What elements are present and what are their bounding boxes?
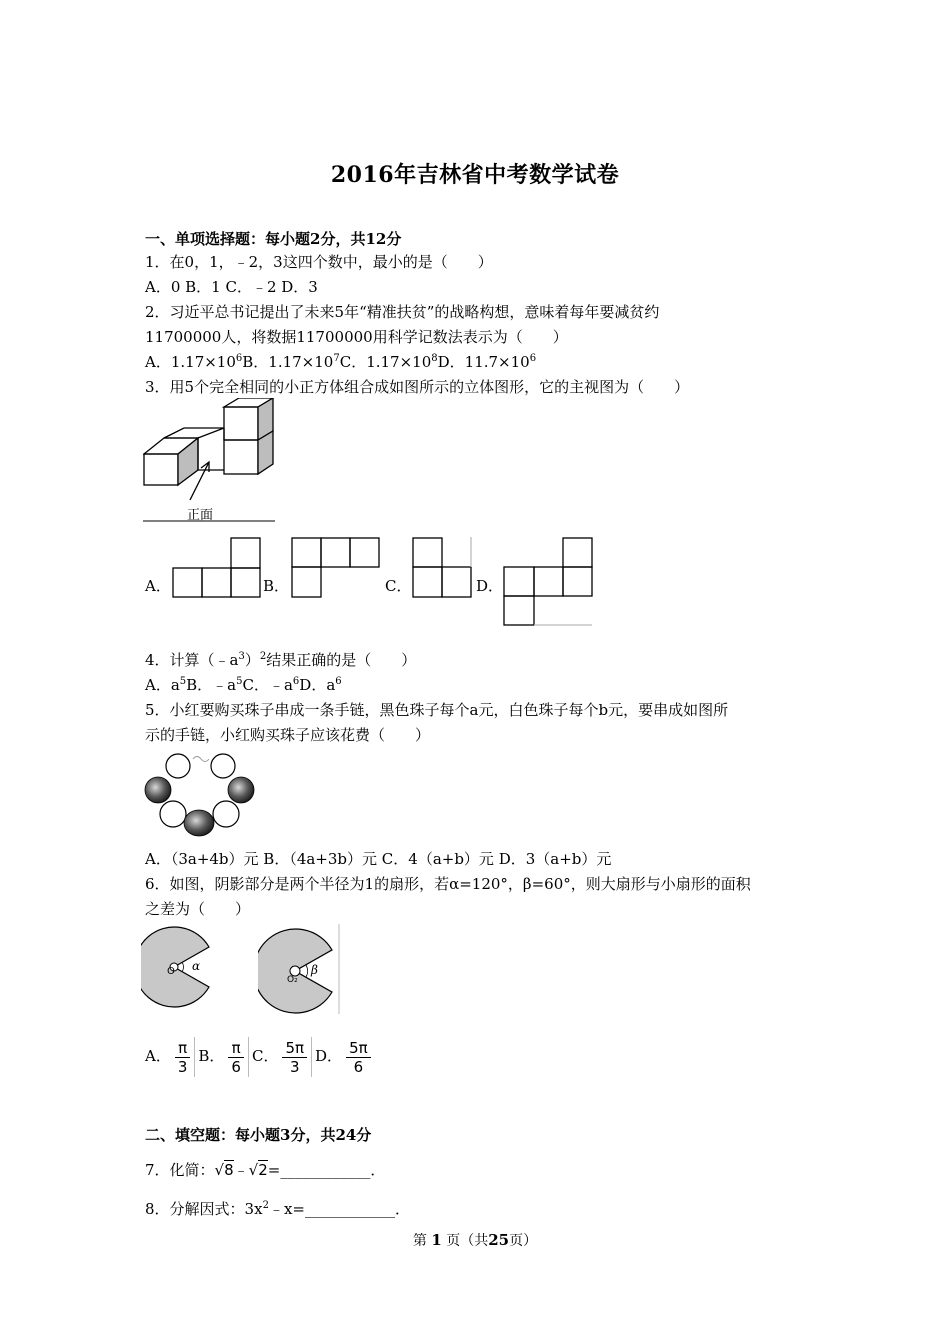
q4-option-a-exp: 5: [179, 676, 187, 687]
q7-line: [145, 1160, 385, 1180]
footer-total-pages: 25: [488, 1231, 510, 1249]
q3-stem: 3．用5个完全相同的小正方体组合成如图所示的立体图形，它的主视图为（ ）: [145, 378, 690, 396]
q6-beta-label: β: [311, 963, 318, 977]
q3-option-b-label: B．: [263, 577, 290, 595]
q4-option-b: B．﹣a: [186, 676, 237, 694]
q6-option-a-fraction: [175, 1039, 191, 1076]
q6-stem-line2: 之差为（ ）: [145, 900, 251, 918]
q6-center-o1: O: [167, 966, 175, 977]
q2-option-a-exp: 6: [235, 353, 243, 364]
q4-stem: [145, 650, 416, 670]
q8-exp: 2: [262, 1200, 269, 1211]
q1-options: A．0 B．1 C．﹣2 D．3: [145, 278, 318, 296]
q3-option-c-figure: [412, 537, 474, 599]
q4-stem-post: ）: [244, 651, 260, 669]
q6-option-b-fraction: [228, 1039, 244, 1076]
q4-options: [145, 675, 342, 695]
footer-page-number: 1: [431, 1231, 442, 1249]
q2-option-b-exp: 7: [333, 353, 340, 364]
q6-stem-line1: 6．如图，阴影部分是两个半径为1的扇形，若α=120°，β=60°，则大扇形与小扇形的面积: [145, 875, 751, 893]
q6-option-d-num: 5π: [346, 1039, 371, 1058]
q7-radicand-2: 2: [258, 1161, 268, 1179]
q2-stem-line2: 11700000人，将数据11700000用科学记数法表示为（ ）: [145, 328, 568, 346]
q6-option-c-den: 3: [289, 1057, 300, 1076]
page-footer: [0, 1230, 950, 1250]
q8-post: ﹣x=____________．: [268, 1200, 410, 1218]
q4-stem-exp2: 2: [259, 651, 267, 662]
q8-pre: 8．分解因式：3x: [145, 1200, 263, 1218]
q2-option-d: D．11.7×10: [437, 353, 530, 371]
q4-option-c: C．﹣a: [242, 676, 293, 694]
q7-minus: ﹣: [233, 1161, 249, 1179]
footer-post: 页）: [509, 1233, 538, 1249]
q6-option-a-den: 3: [177, 1057, 188, 1076]
q8-line: [145, 1199, 410, 1219]
q6-option-c-num: 5π: [282, 1039, 307, 1058]
q6-option-a-label: A．: [145, 1047, 171, 1065]
q4-option-d: D．a: [299, 676, 336, 694]
q5-stem-line2: 示的手链，小红购买珠子应该花费（ ）: [145, 726, 431, 744]
q3-option-d-figure: [503, 537, 595, 627]
q5-stem-line1: 5．小红要购买珠子串成一条手链，黑色珠子每个a元，白色珠子每个b元，要串成如图所: [145, 701, 729, 719]
q3-front-label: 正面: [187, 508, 214, 523]
q4-stem-end: 结果正确的是（ ）: [266, 651, 417, 669]
divider: [311, 1037, 312, 1077]
q2-option-c-exp: 8: [431, 353, 438, 364]
q6-center-o2: O₂: [287, 975, 298, 985]
q6-option-b-num: π: [228, 1039, 244, 1058]
q4-stem-exp1: 3: [238, 651, 245, 662]
q4-option-d-exp: 6: [335, 676, 342, 687]
q1-stem: 1．在0，1，﹣2，3这四个数中，最小的是（ ）: [145, 253, 493, 271]
q3-option-d-label: D．: [476, 577, 504, 595]
q3-option-c-label: C．: [385, 577, 412, 595]
q4-option-b-exp: 5: [236, 676, 243, 687]
q3-option-b-figure: [291, 537, 383, 599]
footer-mid: 页（共: [446, 1233, 489, 1249]
q5-bracelet-figure: [143, 752, 258, 837]
q6-sector-beta-figure: [258, 924, 342, 1014]
q6-option-d-label: D．: [315, 1047, 343, 1065]
divider: [248, 1037, 249, 1077]
q3-option-a-figure: [172, 537, 262, 599]
q6-option-b-den: 6: [231, 1057, 241, 1076]
q6-option-c-label: C．: [251, 1047, 279, 1065]
page-title: 2016年吉林省中考数学试卷: [330, 162, 620, 188]
q4-stem-pre: 4．计算（﹣a: [145, 651, 239, 669]
q2-option-a: A．1.17×10: [145, 353, 236, 371]
q3-solid-figure: [143, 398, 278, 524]
q6-option-b-label: B．: [198, 1047, 225, 1065]
divider: [194, 1037, 195, 1077]
q2-options: [145, 352, 536, 372]
q2-option-d-exp: 6: [529, 353, 537, 364]
q4-option-a: A．a: [145, 676, 180, 694]
q6-options: [145, 1036, 375, 1077]
q7-radical-1: √8: [214, 1161, 234, 1179]
q6-option-d-fraction: [346, 1039, 371, 1076]
q7-radical-2: √2: [248, 1161, 268, 1179]
footer-pre: 第: [412, 1233, 427, 1249]
q5-options: A．（3a+4b）元 B．（4a+3b）元 C．4（a+b）元 D．3（a+b）元: [145, 850, 612, 868]
section-1-heading: 一、单项选择题：每小题2分，共12分: [145, 230, 402, 248]
q6-option-a-num: π: [175, 1039, 191, 1058]
q6-option-d-den: 6: [353, 1057, 364, 1076]
q6-option-c-fraction: [282, 1039, 307, 1076]
q2-option-c: C．1.17×10: [339, 353, 432, 371]
q7-radicand-1: 8: [224, 1161, 234, 1179]
q7-post: =____________．: [267, 1161, 386, 1179]
q6-alpha-label: α: [192, 959, 201, 973]
q4-option-c-exp: 6: [292, 676, 300, 687]
q2-option-b: B．1.17×10: [242, 353, 334, 371]
q7-pre: 7．化简：: [145, 1161, 215, 1179]
q2-stem-line1: 2．习近平总书记提出了未来5年“精准扶贫”的战略构想，意味着每年要减贫约: [145, 303, 660, 321]
q6-sector-alpha-figure: [141, 924, 219, 1008]
section-2-heading: 二、填空题：每小题3分，共24分: [145, 1126, 372, 1144]
q3-option-a-label: A．: [145, 577, 171, 595]
